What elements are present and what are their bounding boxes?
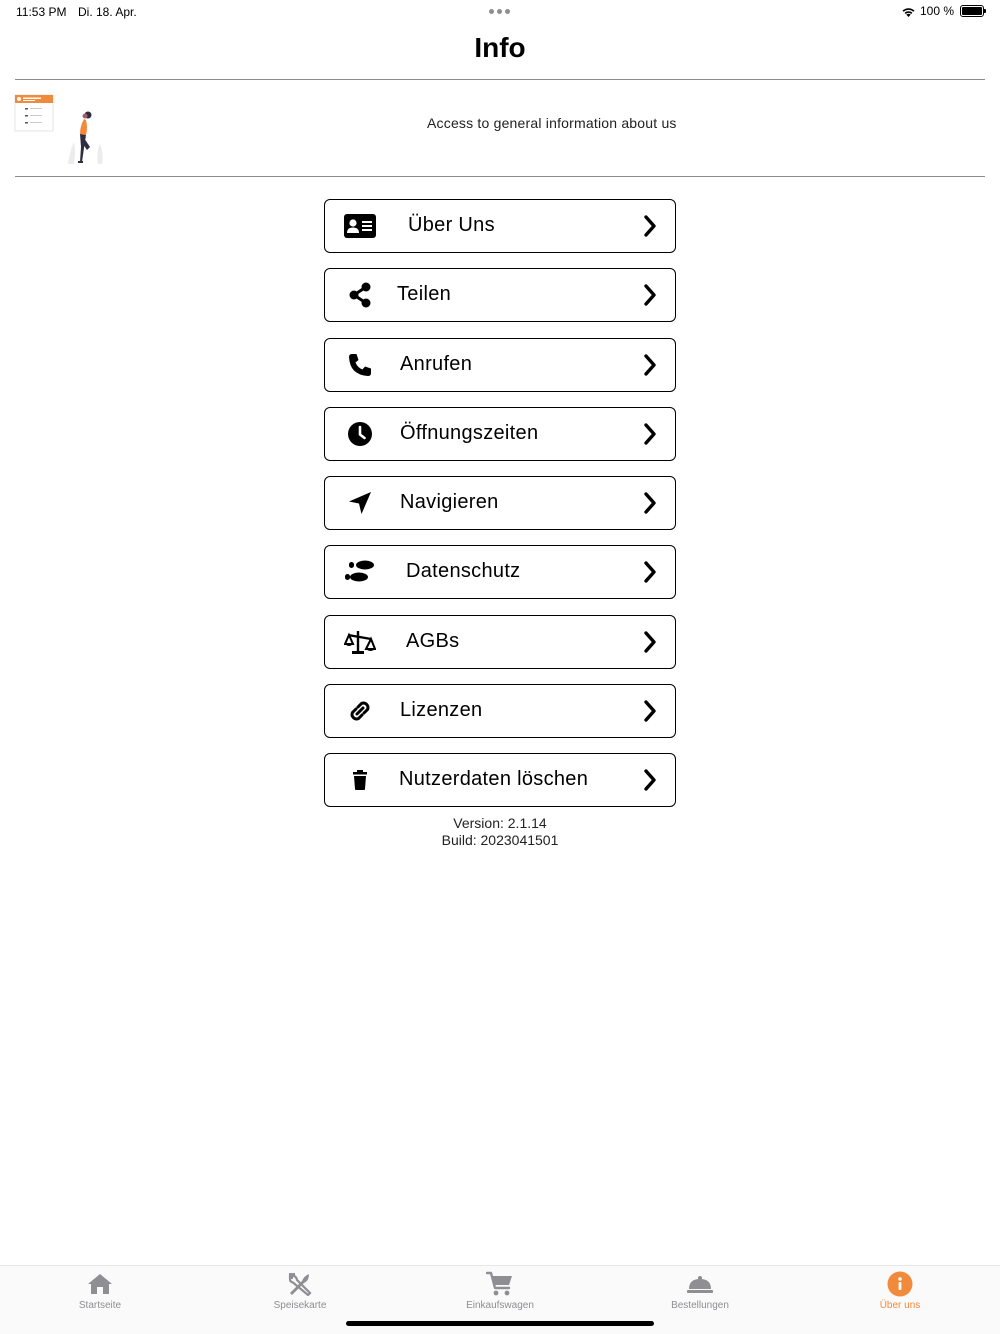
menu-item-licenses[interactable] bbox=[324, 684, 676, 738]
tab-cart[interactable] bbox=[400, 1266, 600, 1318]
status-time: 11:53 PM bbox=[16, 5, 67, 19]
chevron-right-icon bbox=[643, 700, 657, 722]
chevron-right-icon bbox=[643, 631, 657, 653]
menu-item-label: Lizenzen bbox=[400, 699, 483, 722]
build-number: Build: 2023041501 bbox=[441, 832, 559, 848]
menu-item-delete-user-data[interactable] bbox=[324, 753, 676, 807]
tab-label: Startseite bbox=[78, 1300, 122, 1311]
menu-item-call[interactable] bbox=[324, 338, 676, 392]
wifi-icon bbox=[901, 6, 916, 17]
menu-item-label: Über Uns bbox=[408, 214, 495, 236]
menu-item-label: Öffnungszeiten bbox=[400, 421, 539, 444]
menu-item-navigate[interactable] bbox=[324, 476, 676, 530]
cloche-icon bbox=[686, 1270, 714, 1298]
version-number: Version: 2.1.14 bbox=[453, 815, 547, 831]
tab-label: Bestellungen bbox=[671, 1300, 729, 1311]
chevron-right-icon bbox=[643, 215, 657, 237]
chevron-right-icon bbox=[643, 492, 657, 514]
chevron-right-icon bbox=[643, 423, 657, 445]
info-menu bbox=[324, 199, 676, 823]
menu-item-label: Datenschutz bbox=[406, 560, 521, 583]
menu-item-label: Anrufen bbox=[400, 352, 473, 375]
info-icon bbox=[886, 1270, 914, 1298]
chevron-right-icon bbox=[643, 354, 657, 376]
menu-item-privacy[interactable] bbox=[324, 545, 676, 599]
home-indicator[interactable] bbox=[346, 1321, 654, 1326]
footprints-icon bbox=[343, 558, 377, 586]
chevron-right-icon bbox=[643, 561, 657, 583]
menu-item-terms[interactable] bbox=[324, 615, 676, 669]
location-arrow-icon bbox=[343, 489, 377, 517]
clock-icon bbox=[343, 420, 377, 448]
menu-item-label: Nutzerdaten löschen bbox=[399, 768, 589, 791]
header-divider-top bbox=[15, 79, 985, 80]
header-divider-bottom bbox=[15, 176, 985, 177]
cart-icon bbox=[486, 1270, 514, 1298]
phone-icon bbox=[343, 351, 377, 379]
version-info bbox=[0, 815, 1000, 849]
menu-item-share[interactable] bbox=[324, 268, 676, 322]
battery-percentage: 100 % bbox=[919, 4, 954, 18]
page-title: Info bbox=[474, 32, 526, 63]
status-bar bbox=[0, 0, 1000, 24]
tab-label: Einkaufswagen bbox=[466, 1300, 534, 1311]
menu-item-label: AGBs bbox=[406, 629, 460, 652]
tab-orders[interactable] bbox=[600, 1266, 800, 1318]
status-indicators bbox=[901, 4, 984, 18]
header-description: Access to general information about us bbox=[427, 115, 677, 131]
menu-item-opening-hours[interactable] bbox=[324, 407, 676, 461]
id-card-icon bbox=[343, 212, 377, 240]
battery-icon bbox=[960, 5, 984, 17]
trash-icon bbox=[343, 766, 377, 794]
menu-item-label: Teilen bbox=[397, 283, 452, 306]
menu-item-about-us[interactable] bbox=[324, 199, 676, 253]
tab-menu[interactable] bbox=[200, 1266, 400, 1318]
info-illustration-icon bbox=[14, 92, 106, 164]
menu-item-label: Navigieren bbox=[400, 491, 499, 514]
share-icon bbox=[343, 281, 377, 309]
multitasking-dots-icon[interactable] bbox=[489, 9, 510, 14]
scale-icon bbox=[343, 628, 377, 656]
home-icon bbox=[86, 1270, 114, 1298]
utensils-icon bbox=[286, 1270, 314, 1298]
chevron-right-icon bbox=[643, 284, 657, 306]
tab-about-us[interactable] bbox=[800, 1266, 1000, 1318]
tab-label: Speisekarte bbox=[273, 1300, 327, 1311]
tab-label: Über uns bbox=[879, 1300, 921, 1311]
status-date: Di. 18. Apr. bbox=[78, 5, 137, 19]
chevron-right-icon bbox=[643, 769, 657, 791]
link-icon bbox=[343, 697, 377, 725]
tab-home[interactable] bbox=[0, 1266, 200, 1318]
